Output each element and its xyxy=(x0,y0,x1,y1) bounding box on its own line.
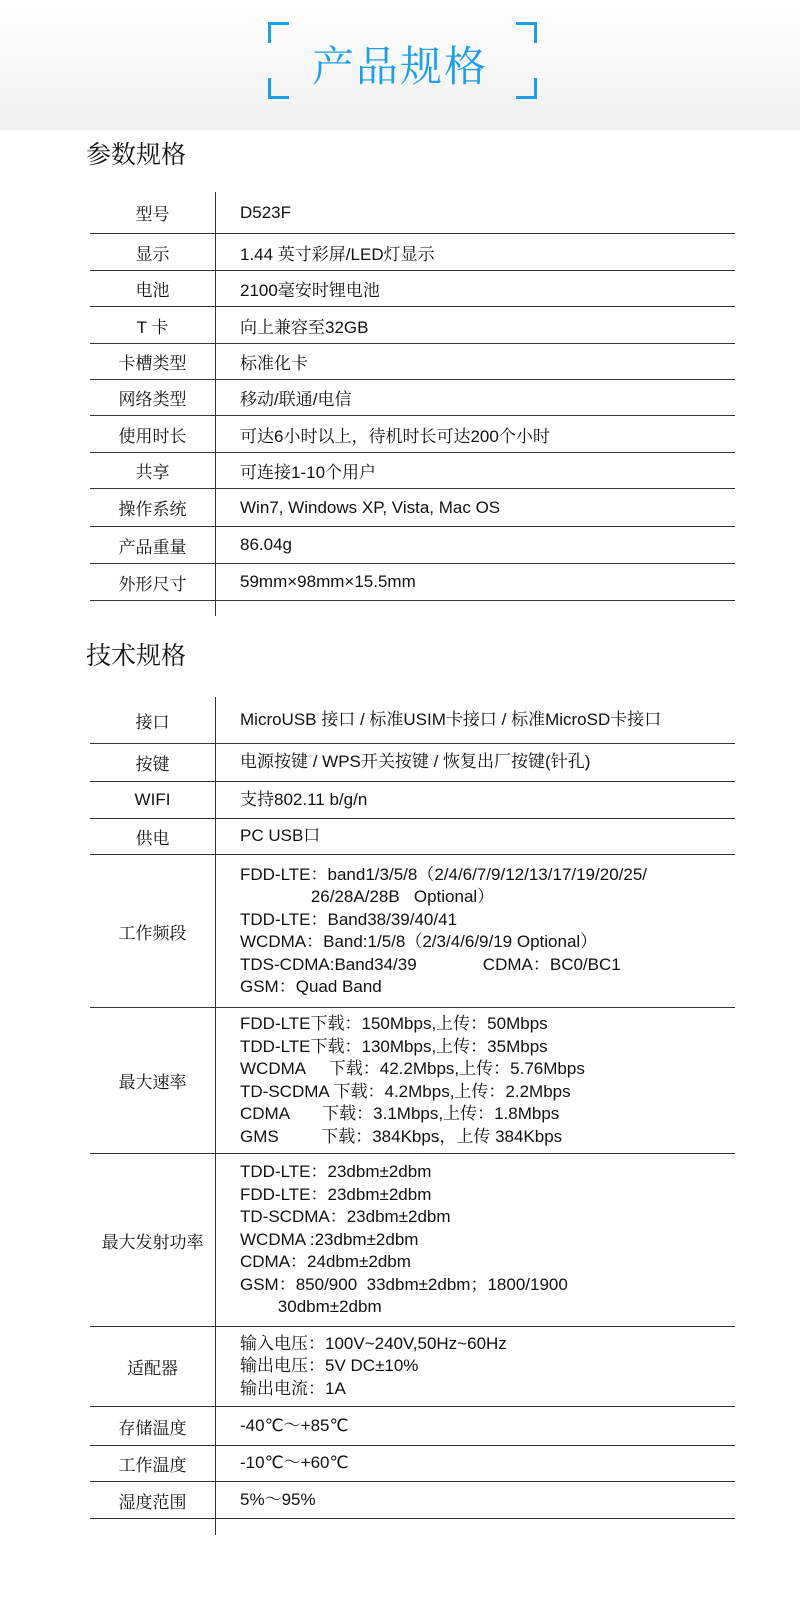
row-value: 59mm×98mm×15.5mm xyxy=(240,572,416,591)
row-label: 电池 xyxy=(135,281,170,300)
row-value xyxy=(240,782,735,818)
table-row xyxy=(90,1154,735,1327)
row-value xyxy=(240,1407,735,1445)
row-label: 卡槽类型 xyxy=(118,354,187,373)
table-row xyxy=(90,1446,735,1482)
row-value xyxy=(240,819,735,854)
row-label: 适配器 xyxy=(127,1359,178,1378)
row-value-line: 26/28A/28B Optional） xyxy=(240,887,495,906)
row-label: 使用时长 xyxy=(118,426,187,446)
table-row xyxy=(90,1407,735,1446)
row-value: 1.44 英寸彩屏/LED灯显示 xyxy=(240,244,435,264)
row-label: 接口 xyxy=(135,712,170,732)
row-value-line: 5%～95% xyxy=(240,1489,316,1509)
table-row xyxy=(90,271,735,307)
row-label: 外形尺寸 xyxy=(118,574,187,594)
page-title: 产品规格 xyxy=(311,43,488,90)
row-value-line: GMS 下载：384Kbps，上传 384Kbps xyxy=(240,1126,563,1146)
row-value-line: WCDMA：Band:1/5/8（2/3/4/6/9/19 Optional） xyxy=(240,932,598,951)
row-value xyxy=(240,1008,735,1153)
row-label: 最大速率 xyxy=(118,1073,187,1092)
row-value: D523F xyxy=(240,202,292,222)
row-value-line: TD-SCDMA 下载：4.2Mbps,上传：2.2Mbps xyxy=(240,1081,571,1101)
header-banner xyxy=(0,0,800,130)
row-label: 供电 xyxy=(135,829,170,848)
row-value: 向上兼容至32GB xyxy=(240,317,369,337)
table-row xyxy=(90,234,735,271)
row-label: 显示 xyxy=(135,244,170,264)
row-value-line: 输出电流：1A xyxy=(240,1378,346,1398)
row-value-line: FDD-LTE：band1/3/5/8（2/4/6/7/9/12/13/17/19/20/25/ xyxy=(240,864,648,884)
row-value xyxy=(240,1327,735,1406)
row-label: 型号 xyxy=(135,205,170,224)
row-value-line: 电源按键 / WPS开关按键 / 恢复出厂按键(针孔) xyxy=(240,752,591,772)
row-label: 按键 xyxy=(135,755,170,774)
row-label: 产品重量 xyxy=(118,537,187,557)
row-value xyxy=(240,697,735,743)
params-section-title: 参数规格 xyxy=(86,141,187,169)
table-row xyxy=(90,819,735,855)
row-value-line: MicroUSB 接口 / 标准USIM卡接口 / 标准MicroSD卡接口 xyxy=(240,709,662,729)
row-value-line: PC USB口 xyxy=(240,826,321,846)
row-label: 共享 xyxy=(135,463,170,482)
row-value xyxy=(240,1482,735,1518)
row-value-line: TDD-LTE下载：130Mbps,上传：35Mbps xyxy=(240,1036,548,1056)
table-row xyxy=(90,380,735,416)
table-row xyxy=(90,489,735,527)
row-value-line: FDD-LTE下载：150Mbps,上传：50Mbps xyxy=(240,1014,548,1033)
row-value xyxy=(240,1446,735,1481)
row-value-line: 30dbm±2dbm xyxy=(240,1297,382,1317)
table-row xyxy=(90,416,735,453)
row-label: 存储温度 xyxy=(118,1418,187,1438)
table-row xyxy=(90,855,735,1008)
row-value-line: -10℃～+60℃ xyxy=(240,1453,349,1473)
params-table xyxy=(90,192,735,616)
row-value xyxy=(240,744,735,781)
row-label: 最大发射功率 xyxy=(101,1232,204,1252)
row-value-line: GSM：850/900 33dbm±2dbm；1800/1900 xyxy=(240,1274,568,1294)
row-value-line: TDD-LTE：23dbm±2dbm xyxy=(240,1162,432,1182)
row-label: 操作系统 xyxy=(118,500,187,519)
row-value-line: TDD-LTE：Band38/39/40/41 xyxy=(240,909,458,929)
row-value xyxy=(240,855,735,1007)
row-value-line: 输出电压：5V DC±10% xyxy=(240,1356,419,1376)
row-value: 标准化卡 xyxy=(240,354,308,373)
table-row xyxy=(90,307,735,344)
table-row xyxy=(90,527,735,564)
table-row xyxy=(90,744,735,782)
row-value xyxy=(240,1154,735,1326)
table-row xyxy=(90,453,735,489)
row-value-line: FDD-LTE：23dbm±2dbm xyxy=(240,1184,432,1204)
table-row xyxy=(90,564,735,601)
row-value-line: 支持802.11 b/g/n xyxy=(240,789,368,809)
row-value-line: WCDMA :23dbm±2dbm xyxy=(240,1229,419,1249)
row-label: 工作温度 xyxy=(118,1456,187,1475)
row-value: Win7, Windows XP, Vista, Mac OS xyxy=(240,497,501,517)
row-value-line: CDMA 下载：3.1Mbps,上传：1.8Mbps xyxy=(240,1104,560,1123)
row-label: T 卡 xyxy=(136,317,169,337)
row-value-line: -40℃～+85℃ xyxy=(240,1415,349,1435)
row-label: 工作频段 xyxy=(118,923,187,943)
table-row xyxy=(90,1327,735,1407)
row-value-line: TDS-CDMA:Band34/39 CDMA：BC0/BC1 xyxy=(240,954,621,974)
row-value: 可达6小时以上，待机时长可达200个小时 xyxy=(240,426,550,446)
row-label: WIFI xyxy=(134,790,171,809)
row-value-line: TD-SCDMA：23dbm±2dbm xyxy=(240,1207,451,1227)
row-value-line: 输入电压：100V~240V,50Hz~60Hz xyxy=(240,1333,507,1353)
row-value: 可连接1-10个用户 xyxy=(240,463,377,482)
table-row xyxy=(90,697,735,744)
table-row xyxy=(90,1008,735,1154)
row-value-line: WCDMA 下载：42.2Mbps,上传：5.76Mbps xyxy=(240,1059,585,1078)
row-label: 湿度范围 xyxy=(118,1492,187,1512)
tech-section-title: 技术规格 xyxy=(86,642,187,670)
row-label: 网络类型 xyxy=(118,390,187,409)
row-value: 86.04g xyxy=(240,535,292,554)
table-row xyxy=(90,1482,735,1519)
tech-table xyxy=(90,697,735,1535)
row-value: 移动/联通/电信 xyxy=(240,390,352,409)
row-value: 2100毫安时锂电池 xyxy=(240,281,380,300)
table-row xyxy=(90,192,735,234)
table-row xyxy=(90,344,735,380)
row-value-line: GSM：Quad Band xyxy=(240,977,382,996)
row-value-line: CDMA：24dbm±2dbm xyxy=(240,1252,411,1272)
table-row xyxy=(90,782,735,819)
